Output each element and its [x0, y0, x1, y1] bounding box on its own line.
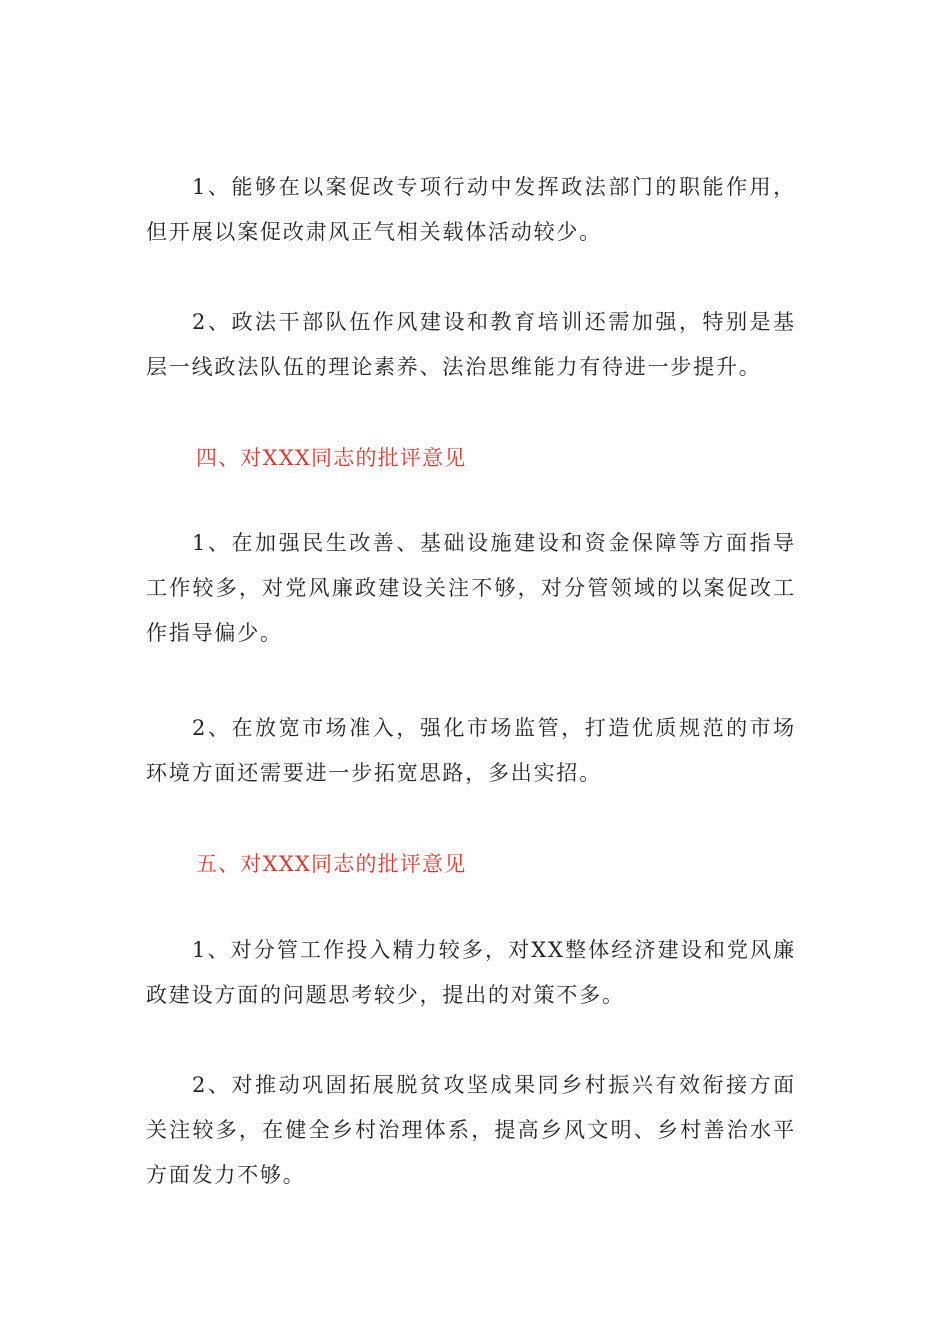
section-heading-5: 五、对XXX同志的批评意见 [196, 852, 467, 876]
section4-paragraph-2: 2、在放宽市场准入，强化市场监管，打造优质规范的市场环境方面还需要进一步拓宽思路，多出实招。 [146, 716, 796, 785]
paragraph-2: 2、政法干部队伍作风建设和教育培训还需加强，特别是基层一线政法队伍的理论素养、法治思维能力有待进一步提升。 [146, 310, 796, 379]
section5-paragraph-2: 2、对推动巩固拓展脱贫攻坚成果同乡村振兴有效衔接方面关注较多，在健全乡村治理体系，提高乡风文明、乡村善治水平方面发力不够。 [146, 1073, 796, 1187]
section5-paragraph-1: 1、对分管工作投入精力较多，对XX整体经济建设和党风廉政建设方面的问题思考较少，提出的对策不多。 [146, 938, 796, 1007]
paragraph-1: 1、能够在以案促改专项行动中发挥政法部门的职能作用，但开展以案促改肃风正气相关载体活动较少。 [146, 175, 796, 244]
section-heading-4: 四、对XXX同志的批评意见 [196, 446, 467, 470]
section4-paragraph-1: 1、在加强民生改善、基础设施建设和资金保障等方面指导工作较多，对党风廉政建设关注不够，对分管领域的以案促改工作指导偏少。 [146, 531, 796, 645]
